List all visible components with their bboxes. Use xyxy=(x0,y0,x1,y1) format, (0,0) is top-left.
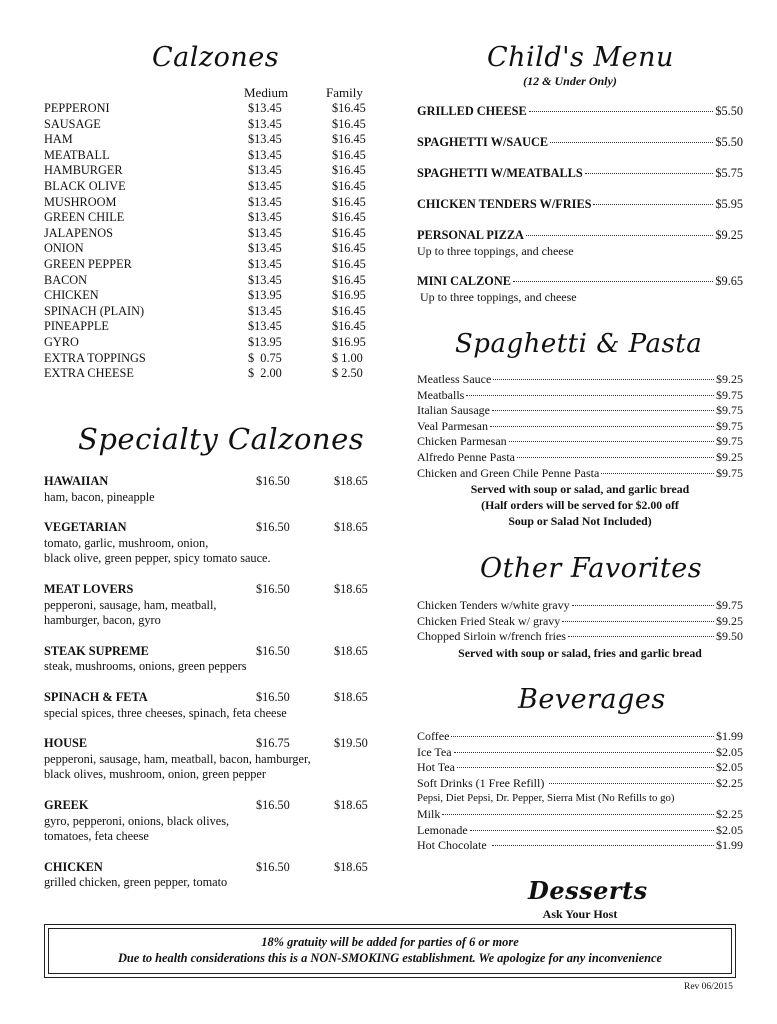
specialty-medium-price: $16.50 xyxy=(256,689,290,704)
menu-item-price: $2.05 xyxy=(716,760,743,775)
dot-leader xyxy=(572,605,714,606)
calzone-family-price: $16.45 xyxy=(332,303,366,318)
dot-leader xyxy=(492,845,714,846)
dot-leader xyxy=(526,235,713,236)
dot-leader xyxy=(513,281,713,282)
dot-leader xyxy=(562,621,714,622)
specialty-item xyxy=(44,860,374,891)
menu-item-price: $9.25 xyxy=(716,613,743,628)
menu-item-row xyxy=(417,629,743,645)
child-item-note: Up to three toppings, and cheese xyxy=(417,289,577,304)
specialty-item xyxy=(44,644,374,675)
non-smoking-notice: Due to health considerations this is a NON-SMOKING establishment. We apologize for any inconvenience xyxy=(117,951,663,965)
menu-item-row xyxy=(417,434,743,450)
calzone-family-price: $16.45 xyxy=(332,178,366,193)
child-item xyxy=(417,228,743,259)
child-item-name: GRILLED CHEESE xyxy=(417,104,527,118)
menu-item-name: Hot Chocolate xyxy=(417,838,490,853)
beverages-heading: Beverages xyxy=(518,684,666,715)
child-item-name: SPAGHETTI W/SAUCE xyxy=(417,135,549,149)
other-favorites-note: Served with soup or salad, fries and garlic bread xyxy=(458,645,702,660)
calzone-name: GYRO xyxy=(44,334,79,349)
specialty-medium-price: $16.50 xyxy=(256,643,290,658)
menu-item-price: $9.75 xyxy=(716,465,743,480)
specialty-description: gyro, pepperoni, onions, black olives, xyxy=(44,813,230,828)
calzone-medium-price: $13.45 xyxy=(248,101,282,115)
calzone-medium-price: $13.95 xyxy=(248,334,282,349)
child-item xyxy=(417,274,743,305)
calzone-medium-price: $ 0.75 xyxy=(248,350,282,365)
child-item-price: $5.50 xyxy=(715,135,743,149)
menu-item-name: Italian Sausage xyxy=(417,403,490,418)
notice-inner-border xyxy=(48,928,732,974)
calzone-name: EXTRA TOPPINGS xyxy=(44,350,146,365)
specialty-name: CHICKEN xyxy=(44,859,103,874)
child-item-name: MINI CALZONE xyxy=(417,274,511,288)
specialty-medium-price: $16.50 xyxy=(256,859,290,874)
specialty-description: tomato, garlic, mushroom, onion, xyxy=(44,535,209,550)
calzone-name: PINEAPPLE xyxy=(44,319,109,334)
menu-item-price: $2.05 xyxy=(716,744,743,759)
calzone-medium-price: $13.45 xyxy=(248,163,282,178)
pasta-list xyxy=(417,372,743,529)
child-item-price: $9.25 xyxy=(715,228,743,242)
specialty-description: special spices, three cheeses, spinach, feta cheese xyxy=(44,705,287,720)
calzone-medium-price: $13.45 xyxy=(248,194,282,209)
calzone-family-price: $16.45 xyxy=(332,210,366,225)
menu-item-price: $1.99 xyxy=(716,729,743,743)
calzone-row xyxy=(44,241,374,257)
specialty-item-header xyxy=(44,474,374,490)
calzone-name: ONION xyxy=(44,241,84,256)
child-item-name: SPAGHETTI W/MEATBALLS xyxy=(417,166,583,180)
calzone-medium-price: $13.45 xyxy=(248,116,282,131)
calzone-row xyxy=(44,195,374,211)
specialty-name: STEAK SUPREME xyxy=(44,643,149,658)
calzone-medium-price: $13.45 xyxy=(248,225,282,240)
menu-item-name: Coffee xyxy=(417,729,450,743)
calzone-row xyxy=(44,366,374,382)
menu-item-name: Milk xyxy=(417,806,441,821)
dot-leader xyxy=(585,173,714,174)
specialty-description: grilled chicken, green pepper, tomato xyxy=(44,875,228,890)
calzone-medium-price: $13.45 xyxy=(248,319,282,334)
calzone-medium-price: $13.45 xyxy=(248,303,282,318)
specialty-item-header xyxy=(44,644,374,660)
menu-item-row xyxy=(417,729,743,745)
calzone-name: BACON xyxy=(44,272,88,287)
calzone-row xyxy=(44,304,374,320)
specialty-item xyxy=(44,736,374,783)
menu-item-price: $9.25 xyxy=(716,449,743,464)
pasta-heading: Spaghetti & Pasta xyxy=(455,329,703,359)
child-item xyxy=(417,166,743,197)
dot-leader xyxy=(593,204,713,205)
specialty-name: SPINACH & FETA xyxy=(44,689,148,704)
specialty-family-price: $19.50 xyxy=(334,736,368,751)
child-item xyxy=(417,197,743,228)
child-item-price: $5.95 xyxy=(715,197,743,211)
specialty-item xyxy=(44,520,374,567)
dot-leader xyxy=(457,767,714,768)
menu-item-row xyxy=(417,466,743,482)
specialty-medium-price: $16.50 xyxy=(256,581,290,596)
specialty-description: black olive, green pepper, spicy tomato sauce. xyxy=(44,551,271,566)
menu-item-price: $9.25 xyxy=(716,372,743,386)
calzone-name: HAMBURGER xyxy=(44,163,123,178)
calzone-family-price: $16.45 xyxy=(332,101,366,115)
calzone-medium-price: $13.45 xyxy=(248,272,282,287)
specialty-calzones-heading: Specialty Calzones xyxy=(78,422,365,456)
specialty-item-header xyxy=(44,582,374,598)
menu-item-price: $1.99 xyxy=(716,838,743,853)
menu-item-name: Chopped Sirloin w/french fries xyxy=(417,629,566,644)
calzone-medium-price: $13.45 xyxy=(248,241,282,256)
specialty-item xyxy=(44,798,374,845)
specialty-medium-price: $16.50 xyxy=(256,520,290,535)
calzone-family-price: $ 1.00 xyxy=(332,350,363,365)
menu-item-name: Chicken Tenders w/white gravy xyxy=(417,598,570,612)
dot-leader xyxy=(442,814,714,815)
specialty-name: MEAT LOVERS xyxy=(44,581,134,596)
calzone-name: HAM xyxy=(44,132,73,147)
calzone-row xyxy=(44,148,374,164)
specialty-item-header xyxy=(44,690,374,706)
child-item-line xyxy=(417,166,743,182)
dot-leader xyxy=(601,473,714,474)
menu-item-row xyxy=(417,807,743,823)
specialty-family-price: $18.65 xyxy=(334,797,368,812)
menu-item-row xyxy=(417,838,743,854)
specialty-name: GREEK xyxy=(44,797,89,812)
menu-item-name: Soft Drinks (1 Free Refill) xyxy=(417,775,548,790)
calzone-row xyxy=(44,257,374,273)
calzone-name: BLACK OLIVE xyxy=(44,178,126,193)
calzone-family-price: $16.45 xyxy=(332,241,366,256)
calzone-row xyxy=(44,288,374,304)
specialty-item-header xyxy=(44,798,374,814)
pasta-notes xyxy=(417,481,743,529)
specialty-medium-price: $16.75 xyxy=(256,736,290,751)
calzone-name: SAUSAGE xyxy=(44,116,101,131)
dot-leader xyxy=(550,142,713,143)
menu-item-price: $2.25 xyxy=(716,806,743,821)
calzone-medium-price: $13.95 xyxy=(248,288,282,303)
soda-note: Pepsi, Diet Pepsi, Dr. Pepper, Sierra Mist (No Refills to go) xyxy=(417,792,675,805)
child-item-line xyxy=(417,104,743,120)
calzone-row xyxy=(44,179,374,195)
menu-item-row xyxy=(417,403,743,419)
calzone-name: SPINACH (PLAIN) xyxy=(44,303,145,318)
child-item-name: CHICKEN TENDERS W/FRIES xyxy=(417,197,592,211)
calzone-family-price: $16.45 xyxy=(332,225,366,240)
calzone-family-price: $16.45 xyxy=(332,272,366,287)
calzone-row xyxy=(44,319,374,335)
desserts-heading: Desserts xyxy=(528,876,648,905)
calzone-family-price: $16.95 xyxy=(332,288,366,303)
calzone-name: MEATBALL xyxy=(44,147,110,162)
calzone-medium-price: $13.45 xyxy=(248,256,282,271)
menu-item-name: Hot Tea xyxy=(417,760,455,775)
notice-box xyxy=(44,924,736,978)
specialty-family-price: $18.65 xyxy=(334,689,368,704)
specialty-family-price: $18.65 xyxy=(334,643,368,658)
other-favorites-heading: Other Favorites xyxy=(480,553,703,584)
calzone-name: GREEN CHILE xyxy=(44,210,125,225)
child-item-line xyxy=(417,274,743,290)
calzone-medium-price: $13.45 xyxy=(248,132,282,147)
dot-leader xyxy=(529,111,714,112)
dot-leader xyxy=(466,395,714,396)
menu-item-name: Veal Parmesan xyxy=(417,418,488,433)
child-item-note: Up to three toppings, and cheese xyxy=(417,243,574,258)
child-item xyxy=(417,104,743,135)
menu-item-price: $9.75 xyxy=(716,434,743,449)
specialty-description: black olives, mushroom, onion, green pepper xyxy=(44,767,266,782)
menu-item-price: $9.75 xyxy=(716,403,743,418)
medium-column-header: Medium xyxy=(244,85,289,100)
child-item-price: $5.50 xyxy=(715,104,743,118)
calzone-row xyxy=(44,117,374,133)
child-item-price: $5.75 xyxy=(715,166,743,180)
specialty-item xyxy=(44,582,374,629)
specialty-description: steak, mushrooms, onions, green peppers xyxy=(44,659,247,674)
specialty-name: VEGETARIAN xyxy=(44,520,127,535)
calzone-family-price: $ 2.50 xyxy=(332,366,363,381)
calzone-medium-price: $13.45 xyxy=(248,210,282,225)
specialty-medium-price: $16.50 xyxy=(256,474,290,488)
calzone-name: CHICKEN xyxy=(44,288,99,303)
calzone-family-price: $16.95 xyxy=(332,334,366,349)
desserts-subtitle: Ask Your Host xyxy=(542,907,618,921)
menu-item-row xyxy=(417,614,743,630)
dot-leader xyxy=(470,830,714,831)
specialty-description: ham, bacon, pineapple xyxy=(44,489,155,504)
menu-item-price: $2.05 xyxy=(716,822,743,837)
dot-leader xyxy=(549,783,714,784)
calzone-name: PEPPERONI xyxy=(44,101,110,115)
menu-item-name: Chicken and Green Chile Penne Pasta xyxy=(417,465,600,480)
specialty-description: pepperoni, sausage, ham, meatball, xyxy=(44,597,217,612)
specialty-family-price: $18.65 xyxy=(334,581,368,596)
menu-item-row xyxy=(417,388,743,404)
menu-item-name: Meatballs xyxy=(417,387,465,402)
calzones-list xyxy=(44,101,374,382)
menu-item-price: $2.25 xyxy=(716,775,743,790)
menu-item-row xyxy=(417,745,743,761)
menu-item-row xyxy=(417,760,743,776)
revision-date: Rev 06/2015 xyxy=(684,982,733,992)
dot-leader xyxy=(493,379,714,380)
calzones-column-headers xyxy=(44,85,374,101)
menu-item-row xyxy=(417,419,743,435)
dot-leader xyxy=(509,441,714,442)
calzone-name: MUSHROOM xyxy=(44,194,117,209)
family-column-header: Family xyxy=(326,85,363,100)
menu-item-row xyxy=(417,372,743,388)
menu-item-name: Alfredo Penne Pasta xyxy=(417,449,515,464)
menu-item-price: $9.75 xyxy=(716,418,743,433)
specialty-medium-price: $16.50 xyxy=(256,797,290,812)
childs-menu-heading: Child's Menu xyxy=(487,42,674,73)
specialty-description: pepperoni, sausage, ham, meatball, bacon, hamburger, xyxy=(44,751,311,766)
pasta-note-line: (Half orders will be served for $2.00 off xyxy=(481,498,679,513)
calzone-family-price: $16.45 xyxy=(332,116,366,131)
menu-item-price: $9.75 xyxy=(716,387,743,402)
menu-item-name: Chicken Parmesan xyxy=(417,434,507,449)
specialty-item-header xyxy=(44,860,374,876)
childs-menu-subtitle: (12 & Under Only) xyxy=(523,74,617,88)
menu-item-price: $9.50 xyxy=(716,629,743,644)
calzones-heading: Calzones xyxy=(152,42,280,73)
child-item xyxy=(417,135,743,166)
calzone-row xyxy=(44,226,374,242)
child-item-line xyxy=(417,135,743,151)
dot-leader xyxy=(517,457,714,458)
pasta-note-line: Soup or Salad Not Included) xyxy=(508,514,652,529)
specialty-name: HAWAIIAN xyxy=(44,474,109,488)
specialty-item-header xyxy=(44,520,374,536)
menu-item-name: Chicken Fried Steak w/ gravy xyxy=(417,613,561,628)
gratuity-notice: 18% gratuity will be added for parties of 6 or more xyxy=(261,935,519,949)
menu-item-name: Ice Tea xyxy=(417,744,452,759)
child-item-price: $9.65 xyxy=(715,274,743,288)
specialty-item xyxy=(44,474,374,505)
other-favorites-list xyxy=(417,598,743,661)
calzone-row xyxy=(44,163,374,179)
calzone-family-price: $16.45 xyxy=(332,319,366,334)
calzone-family-price: $16.45 xyxy=(332,132,366,147)
menu-item-row xyxy=(417,450,743,466)
calzone-name: GREEN PEPPER xyxy=(44,256,132,271)
calzone-family-price: $16.45 xyxy=(332,163,366,178)
dot-leader xyxy=(451,736,714,737)
dot-leader xyxy=(492,410,714,411)
calzone-name: JALAPENOS xyxy=(44,225,114,240)
calzone-family-price: $16.45 xyxy=(332,256,366,271)
calzone-row xyxy=(44,351,374,367)
menu-item-name: Lemonade xyxy=(417,822,468,837)
calzone-medium-price: $13.45 xyxy=(248,147,282,162)
child-item-line xyxy=(417,197,743,213)
specialty-family-price: $18.65 xyxy=(334,520,368,535)
specialty-name: HOUSE xyxy=(44,736,88,751)
dot-leader xyxy=(454,752,714,753)
calzone-row xyxy=(44,101,374,117)
calzone-row xyxy=(44,273,374,289)
specialty-description: hamburger, bacon, gyro xyxy=(44,613,161,628)
specialty-item-header xyxy=(44,736,374,752)
menu-item-price: $9.75 xyxy=(716,598,743,612)
dot-leader xyxy=(568,636,714,637)
specialty-item xyxy=(44,690,374,721)
calzone-row xyxy=(44,335,374,351)
specialty-calzones-list xyxy=(44,474,374,906)
child-item-name: PERSONAL PIZZA xyxy=(417,228,524,242)
specialty-family-price: $18.65 xyxy=(334,474,368,488)
menu-item-name: Meatless Sauce xyxy=(417,372,492,386)
pasta-note-line: Served with soup or salad, and garlic bread xyxy=(470,482,690,497)
specialty-family-price: $18.65 xyxy=(334,859,368,874)
menu-item-row xyxy=(417,598,743,614)
menu-item-row xyxy=(417,776,743,792)
specialty-description: tomatoes, feta cheese xyxy=(44,829,149,844)
child-item-line xyxy=(417,228,743,244)
calzone-row xyxy=(44,132,374,148)
beverages-list xyxy=(417,729,743,854)
calzone-family-price: $16.45 xyxy=(332,194,366,209)
dot-leader xyxy=(490,426,714,427)
calzone-medium-price: $ 2.00 xyxy=(248,366,282,381)
calzone-family-price: $16.45 xyxy=(332,147,366,162)
calzone-medium-price: $13.45 xyxy=(248,178,282,193)
menu-item-row xyxy=(417,823,743,839)
calzone-row xyxy=(44,210,374,226)
calzone-name: EXTRA CHEESE xyxy=(44,366,134,381)
